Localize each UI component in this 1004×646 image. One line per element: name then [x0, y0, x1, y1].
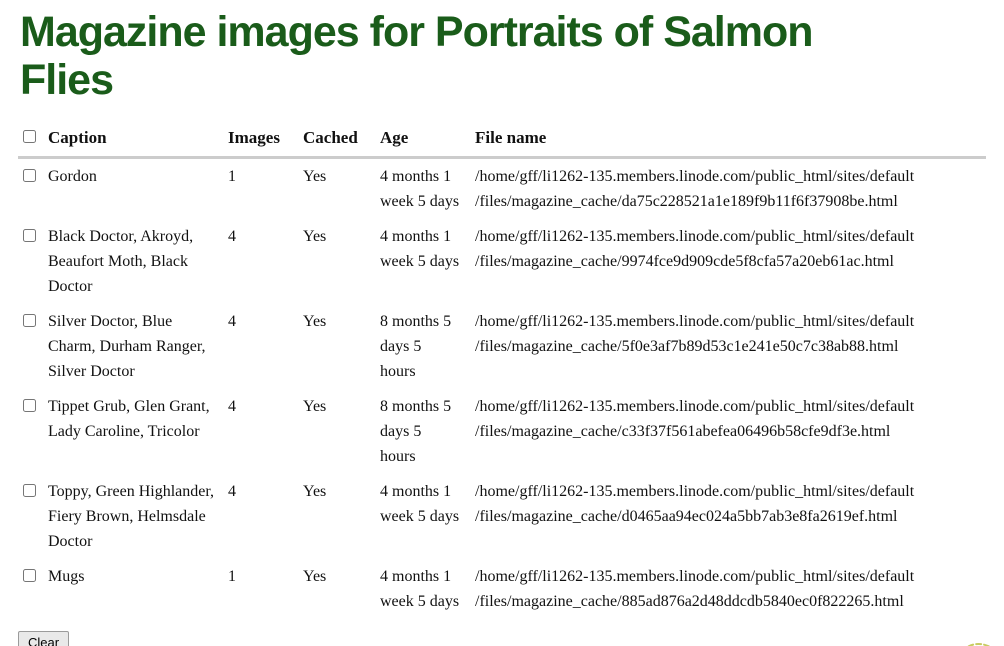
table-header-row: [18, 124, 986, 158]
age-line: week 5 days: [380, 193, 460, 210]
images-count-cell: 4: [228, 483, 236, 500]
row-checkbox-cell: [18, 474, 48, 559]
file-path-line: /home/gff/li1262-135.members.linode.com/public_html/sites/default: [475, 313, 915, 330]
age-line: 4 months 1: [380, 168, 452, 185]
age-line: 4 months 1: [380, 483, 452, 500]
file-name-cell: [475, 389, 986, 474]
row-checkbox[interactable]: [23, 484, 36, 497]
select-all-checkbox[interactable]: [23, 130, 36, 143]
file-name-cell: [475, 304, 986, 389]
page-title: Magazine images for Portraits of Salmon Flies: [20, 8, 813, 104]
table-row: [18, 219, 986, 304]
column-header-cached: Cached: [303, 124, 380, 158]
file-path-line: /home/gff/li1262-135.members.linode.com/public_html/sites/default: [475, 168, 915, 185]
age-line: days 5: [380, 338, 422, 355]
file-name-cell: [475, 474, 986, 559]
age-cell: [380, 474, 475, 559]
images-count-cell: 4: [228, 398, 236, 415]
table-row: [18, 559, 986, 619]
file-path-line: /home/gff/li1262-135.members.linode.com/public_html/sites/default: [475, 483, 915, 500]
images-count-cell: 1: [228, 168, 236, 185]
caption-cell: Tippet Grub, Glen Grant, Lady Caroline, Tricolor: [48, 398, 210, 440]
column-header-caption: Caption: [48, 124, 228, 158]
age-line: 4 months 1: [380, 228, 452, 245]
table-row: [18, 158, 986, 220]
column-header-file-name: File name: [475, 124, 986, 158]
age-line: days 5: [380, 423, 422, 440]
row-checkbox[interactable]: [23, 399, 36, 412]
age-line: week 5 days: [380, 253, 460, 270]
row-checkbox-cell: [18, 304, 48, 389]
row-checkbox[interactable]: [23, 569, 36, 582]
row-checkbox-cell: [18, 219, 48, 304]
age-line: 4 months 1: [380, 568, 452, 585]
images-count-cell: 4: [228, 228, 236, 245]
age-line: hours: [380, 363, 416, 380]
clear-button[interactable]: Clear: [18, 631, 69, 646]
cached-status-cell: Yes: [303, 168, 327, 185]
cached-status-cell: Yes: [303, 398, 327, 415]
age-line: 8 months 5: [380, 398, 452, 415]
row-checkbox[interactable]: [23, 169, 36, 182]
file-path-line: /home/gff/li1262-135.members.linode.com/public_html/sites/default: [475, 568, 915, 585]
age-cell: [380, 158, 475, 220]
file-path-line: /files/magazine_cache/c33f37f561abefea06496b58cfe9df3e.html: [475, 423, 891, 440]
file-path-line: /home/gff/li1262-135.members.linode.com/public_html/sites/default: [475, 228, 915, 245]
file-path-line: /files/magazine_cache/9974fce9d909cde5f8cfa57a20eb61ac.html: [475, 253, 894, 270]
header-checkbox-cell: [18, 124, 48, 158]
caption-cell: Mugs: [48, 568, 85, 585]
column-header-images: Images: [228, 124, 303, 158]
file-name-cell: [475, 559, 986, 619]
age-line: hours: [380, 448, 416, 465]
row-checkbox-cell: [18, 559, 48, 619]
row-checkbox-cell: [18, 389, 48, 474]
file-path-line: /files/magazine_cache/d0465aa94ec024a5bb7ab3e8fa2619ef.html: [475, 508, 898, 525]
file-name-cell: [475, 219, 986, 304]
cached-status-cell: Yes: [303, 228, 327, 245]
caption-cell: Gordon: [48, 168, 97, 185]
file-name-cell: [475, 158, 986, 220]
cached-status-cell: Yes: [303, 568, 327, 585]
caption-cell: Black Doctor, Akroyd, Beaufort Moth, Black Doctor: [48, 228, 194, 295]
file-path-line: /files/magazine_cache/da75c228521a1e189f9b11f6f37908be.html: [475, 193, 898, 210]
cached-status-cell: Yes: [303, 313, 327, 330]
file-path-line: /files/magazine_cache/885ad876a2d48ddcdb5840ec0f822265.html: [475, 593, 904, 610]
images-count-cell: 4: [228, 313, 236, 330]
table-row: [18, 304, 986, 389]
file-path-line: /files/magazine_cache/5f0e3af7b89d53c1e241e50c7c38ab88.html: [475, 338, 899, 355]
corner-decoration-curve: [956, 634, 998, 646]
age-line: week 5 days: [380, 593, 460, 610]
age-cell: [380, 304, 475, 389]
table-row: [18, 474, 986, 559]
caption-cell: Toppy, Green Highlander, Fiery Brown, Helmsdale Doctor: [48, 483, 215, 550]
age-cell: [380, 559, 475, 619]
column-header-age: Age: [380, 124, 475, 158]
age-cell: [380, 389, 475, 474]
file-path-line: /home/gff/li1262-135.members.linode.com/public_html/sites/default: [475, 398, 915, 415]
table-row: [18, 389, 986, 474]
images-count-cell: 1: [228, 568, 236, 585]
row-checkbox[interactable]: [23, 229, 36, 242]
age-line: week 5 days: [380, 508, 460, 525]
age-cell: [380, 219, 475, 304]
magazine-cache-table: [18, 124, 986, 619]
row-checkbox-cell: [18, 158, 48, 220]
age-line: 8 months 5: [380, 313, 452, 330]
cached-status-cell: Yes: [303, 483, 327, 500]
row-checkbox[interactable]: [23, 314, 36, 327]
caption-cell: Silver Doctor, Blue Charm, Durham Ranger, Silver Doctor: [48, 313, 206, 380]
